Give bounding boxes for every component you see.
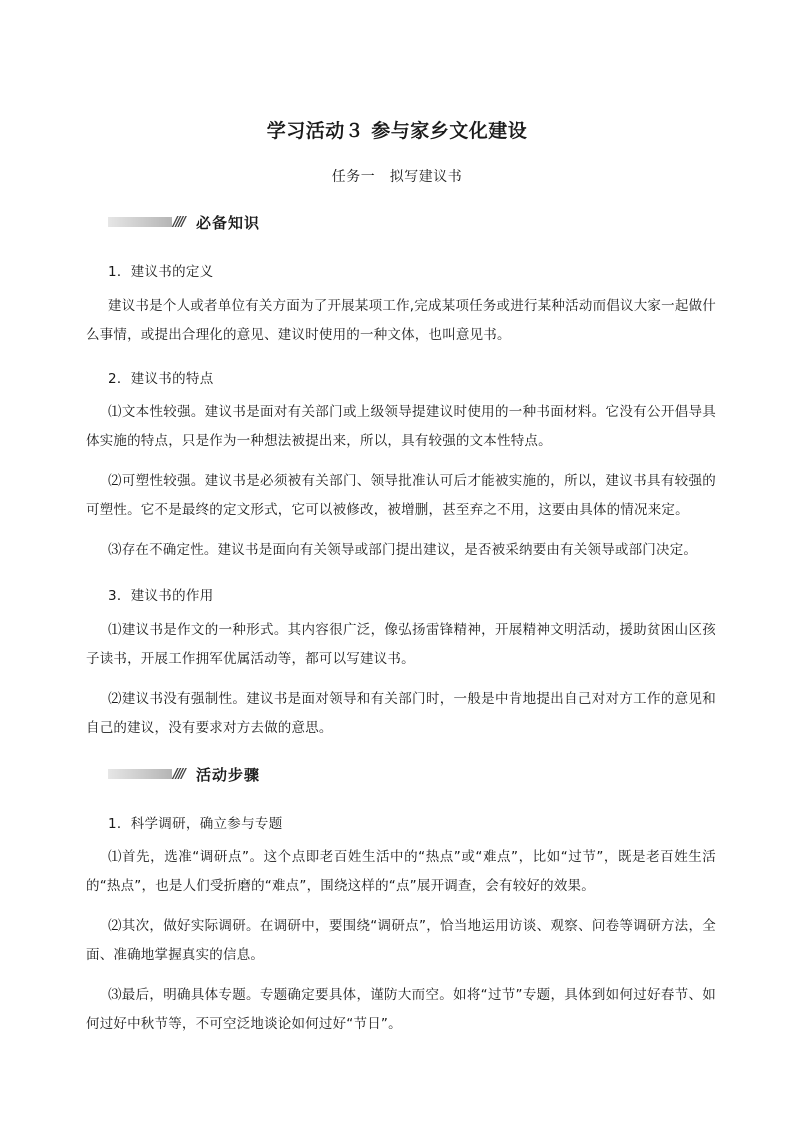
paragraph: ⑴首先，选准“调研点”。这个点即老百姓生活中的“热点”或“难点”，比如“过节”，既是老百姓生活的“热点”，也是人们受折磨的“难点”，围绕这样的“点”展开调查，会有较好的效果。 <box>86 849 716 894</box>
slash-marks-icon: //// <box>173 766 184 782</box>
section-bar-icon <box>108 769 172 779</box>
paragraph: 建议书是个人或者单位有关方面为了开展某项工作,完成某项任务或进行某种活动而倡议大家一起做什么事情，或提出合理化的意见、建议时使用的一种文体，也叫意见书。 <box>86 298 716 343</box>
paragraph: ⑶存在不确定性。建议书是面向有关领导或部门提出建议，是否被采纳要由有关领导或部门决定。 <box>108 542 698 558</box>
section-bar-icon <box>108 217 172 227</box>
paragraph: ⑴建议书是作文的一种形式。其内容很广泛，像弘扬雷锋精神，开展精神文明活动，援助贫困山区孩子读书，开展工作拥军优属活动等，都可以写建议书。 <box>86 622 716 667</box>
item-heading: 2．建议书的特点 <box>108 371 214 387</box>
slash-marks-icon: //// <box>173 214 184 230</box>
item-heading: 3．建议书的作用 <box>108 588 214 604</box>
section-header-steps <box>108 764 260 784</box>
section-label: 活动步骤 <box>196 765 261 784</box>
paragraph: ⑵可塑性较强。建议书是必须被有关部门、领导批准认可后才能被实施的，所以，建议书具有较强的可塑性。它不是最终的定文形式，它可以被修改，被增删，甚至弃之不用，这要由具体的情况来定。 <box>86 473 716 518</box>
paragraph: ⑶最后，明确具体专题。专题确定要具体，谨防大而空。如将“过节”专题，具体到如何过好春节、如何过好中秋节等，不可空泛地谈论如何过好“节日”。 <box>86 987 716 1032</box>
paragraph: ⑵建议书没有强制性。建议书是面对领导和有关部门时，一般是中肯地提出自己对对方工作的意见和自己的建议，没有要求对方去做的意思。 <box>86 691 716 736</box>
item-heading: 1．科学调研，确立参与专题 <box>108 816 283 832</box>
section-label: 必备知识 <box>196 213 261 232</box>
section-header-knowledge <box>108 212 260 232</box>
item-heading: 1．建议书的定义 <box>108 264 214 280</box>
page-title: 学习活动３ 参与家乡文化建设 <box>266 120 528 142</box>
paragraph: ⑴文本性较强。建议书是面对有关部门或上级领导提建议时使用的一种书面材料。它没有公开倡导具体实施的特点，只是作为一种想法被提出来，所以，具有较强的文本性特点。 <box>86 404 716 449</box>
task-subtitle: 任务一 拟写建议书 <box>331 169 463 185</box>
paragraph: ⑵其次，做好实际调研。在调研中，要围绕“调研点”，恰当地运用访谈、观察、问卷等调研方法，全面、准确地掌握真实的信息。 <box>86 918 716 963</box>
